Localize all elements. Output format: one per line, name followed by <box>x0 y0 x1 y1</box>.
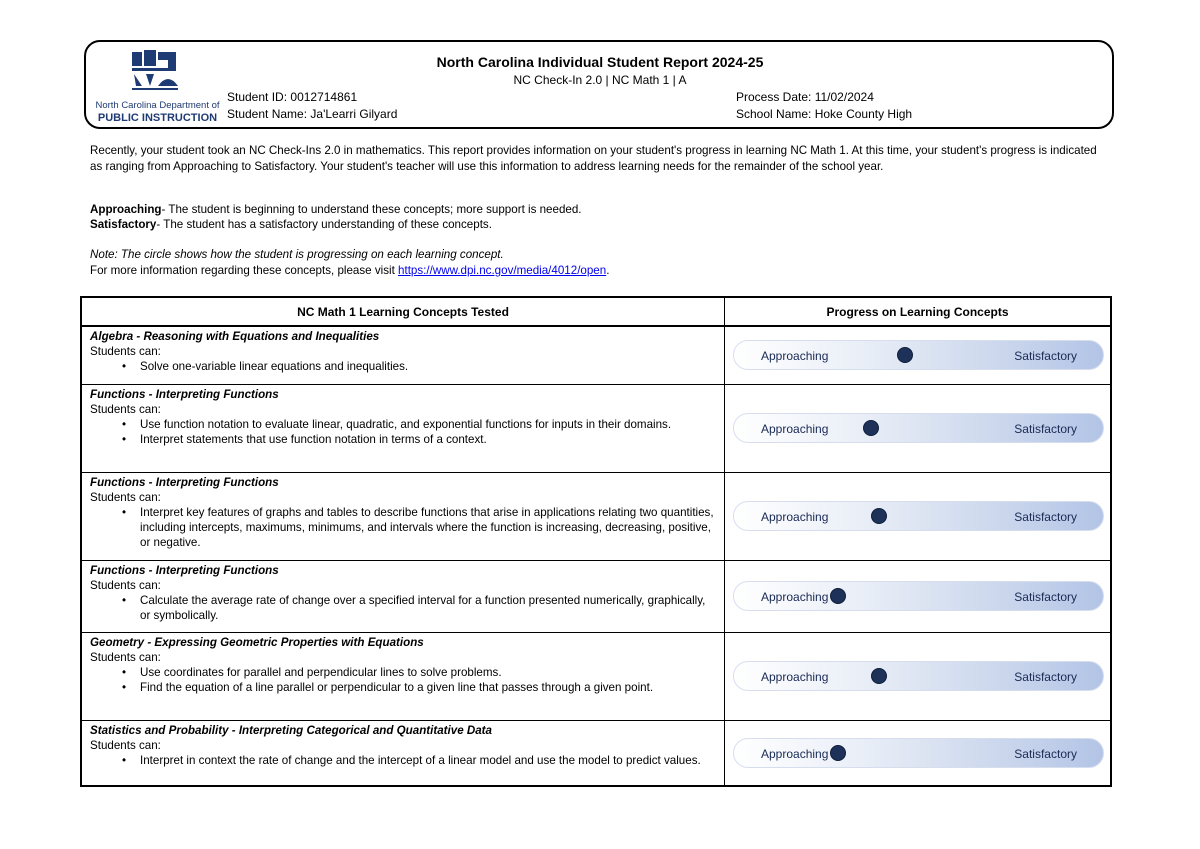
concept-row <box>81 560 1111 632</box>
logo-line2: PUBLIC INSTRUCTION <box>97 112 218 124</box>
concept-item: • Use function notation to evaluate linear, quadratic, and exponential functions for inputs in their domains. <box>122 417 718 432</box>
progress-scale <box>733 340 1104 370</box>
student-name <box>227 107 397 121</box>
school-name <box>736 107 912 121</box>
concept-row <box>81 472 1111 560</box>
concept-row <box>81 326 1111 384</box>
student-id <box>227 90 357 104</box>
progress-scale <box>733 738 1104 768</box>
scale-left-label: Approaching <box>761 422 829 436</box>
concept-list <box>90 753 718 768</box>
scale-right-label: Satisfactory <box>1014 670 1077 684</box>
scale-left-label: Approaching <box>761 349 829 364</box>
definition-approaching <box>90 203 582 216</box>
concept-title: Statistics and Probability - Interpreting Categorical and Quantitative Data <box>90 723 492 737</box>
student-id-label: Student ID: <box>227 90 288 104</box>
process-date-label: Process Date: <box>736 90 812 104</box>
concept-list <box>90 593 718 623</box>
progress-scale <box>733 501 1104 531</box>
concept-list <box>90 359 718 374</box>
student-name-value: Ja'Learri Gilyard <box>310 107 398 121</box>
circle-note <box>90 248 504 261</box>
concept-cell <box>81 720 725 786</box>
school-name-value: Hoke County High <box>814 107 913 121</box>
scale-left-label: Approaching <box>761 590 829 604</box>
circle-note-text: Note: The circle shows how the student is progressing on each learning concept. <box>90 248 504 261</box>
concept-title: Functions - Interpreting Functions <box>90 387 279 401</box>
scale-left-label: Approaching <box>761 746 829 761</box>
intro-paragraph: Recently, your student took an NC Check-Ins 2.0 in mathematics. This report provides information on your student's progress in learning NC Math 1. At this time, your student's progress is indicated as ranging from Approaching to Satisfactory. Your student's teacher will use this information to address learning needs for the remainder of the school year. <box>90 144 1097 173</box>
approaching-term: Approaching <box>90 203 162 216</box>
concept-intro: Students can: <box>90 402 161 416</box>
logo-line1: North Carolina Department of <box>95 100 220 111</box>
concept-item: • Interpret statements that use function notation in terms of a context. <box>122 432 718 447</box>
progress-dot <box>871 508 887 524</box>
progress-scale <box>733 581 1104 611</box>
progress-cell <box>725 632 1112 720</box>
concept-item: • Solve one-variable linear equations and inequalities. <box>122 359 718 374</box>
concept-list <box>90 665 718 695</box>
progress-cell <box>725 560 1112 632</box>
concept-intro: Students can: <box>90 650 161 664</box>
report-title: North Carolina Individual Student Report 2024-25 <box>436 54 764 70</box>
process-date <box>736 90 874 104</box>
concept-item: • Find the equation of a line parallel or perpendicular to a given line that passes through a given point. <box>122 680 718 695</box>
concept-cell <box>81 326 725 384</box>
scale-right-label: Satisfactory <box>1014 746 1077 761</box>
concept-intro: Students can: <box>90 490 161 504</box>
progress-scale <box>733 661 1104 691</box>
concept-title: Geometry - Expressing Geometric Properties with Equations <box>90 635 424 649</box>
concept-list <box>90 505 718 550</box>
more-info-text: For more information regarding these concepts, please visit <box>90 264 399 277</box>
progress-dot <box>830 745 846 761</box>
concept-intro: Students can: <box>90 345 161 358</box>
school-name-label: School Name: <box>736 107 812 121</box>
concept-row <box>81 720 1111 786</box>
progress-cell <box>725 384 1112 472</box>
concept-row <box>81 632 1111 720</box>
concept-title: Functions - Interpreting Functions <box>90 475 279 489</box>
progress-dot <box>863 420 879 436</box>
progress-cell <box>725 472 1112 560</box>
scale-right-label: Satisfactory <box>1014 590 1077 604</box>
satisfactory-text: - The student has a satisfactory understanding of these concepts. <box>156 218 492 231</box>
concept-cell <box>81 472 725 560</box>
concept-intro: Students can: <box>90 738 161 752</box>
concept-cell <box>81 384 725 472</box>
concept-intro: Students can: <box>90 578 161 592</box>
concepts-table <box>80 296 1112 787</box>
scale-right-label: Satisfactory <box>1014 422 1077 436</box>
concept-row <box>81 384 1111 472</box>
col2-header: Progress on Learning Concepts <box>725 297 1112 326</box>
progress-dot <box>871 668 887 684</box>
progress-scale <box>733 413 1104 443</box>
concept-cell <box>81 560 725 632</box>
concept-item: • Use coordinates for parallel and perpendicular lines to solve problems. <box>122 665 718 680</box>
definition-satisfactory <box>90 218 492 231</box>
col1-header: NC Math 1 Learning Concepts Tested <box>81 297 725 326</box>
scale-left-label: Approaching <box>761 510 829 524</box>
report-subtitle: NC Check-In 2.0 | NC Math 1 | A <box>513 73 687 87</box>
progress-dot <box>830 588 846 604</box>
concept-title: Algebra - Reasoning with Equations and Inequalities <box>90 330 380 343</box>
dpi-link[interactable]: https://www.dpi.nc.gov/media/4012/open <box>398 264 607 277</box>
approaching-text: - The student is beginning to understand these concepts; more support is needed. <box>161 203 582 216</box>
concept-item: • Interpret in context the rate of change and the intercept of a linear model and use the model to predict values. <box>122 753 718 768</box>
more-info-period: . <box>606 264 610 277</box>
progress-cell <box>725 720 1112 786</box>
scale-right-label: Satisfactory <box>1014 510 1077 524</box>
student-name-label: Student Name: <box>227 107 308 121</box>
progress-cell <box>725 326 1112 384</box>
scale-left-label: Approaching <box>761 670 829 684</box>
more-info <box>90 264 609 277</box>
concept-list <box>90 417 718 447</box>
concept-item: • Calculate the average rate of change over a specified interval for a function presented numerically, graphically, or symbolically. <box>122 593 718 623</box>
concept-item: • Interpret key features of graphs and tables to describe functions that arise in applications relating two quantities, including intercepts, maximums, minimums, and intervals where the function is increasing, decreasing, positive, or negative. <box>122 505 718 550</box>
concept-cell <box>81 632 725 720</box>
progress-dot <box>897 347 913 363</box>
concept-title: Functions - Interpreting Functions <box>90 563 279 577</box>
student-id-value: 0012714861 <box>290 90 358 104</box>
satisfactory-term: Satisfactory <box>90 218 157 231</box>
process-date-value: 11/02/2024 <box>814 90 874 104</box>
scale-right-label: Satisfactory <box>1014 349 1077 364</box>
